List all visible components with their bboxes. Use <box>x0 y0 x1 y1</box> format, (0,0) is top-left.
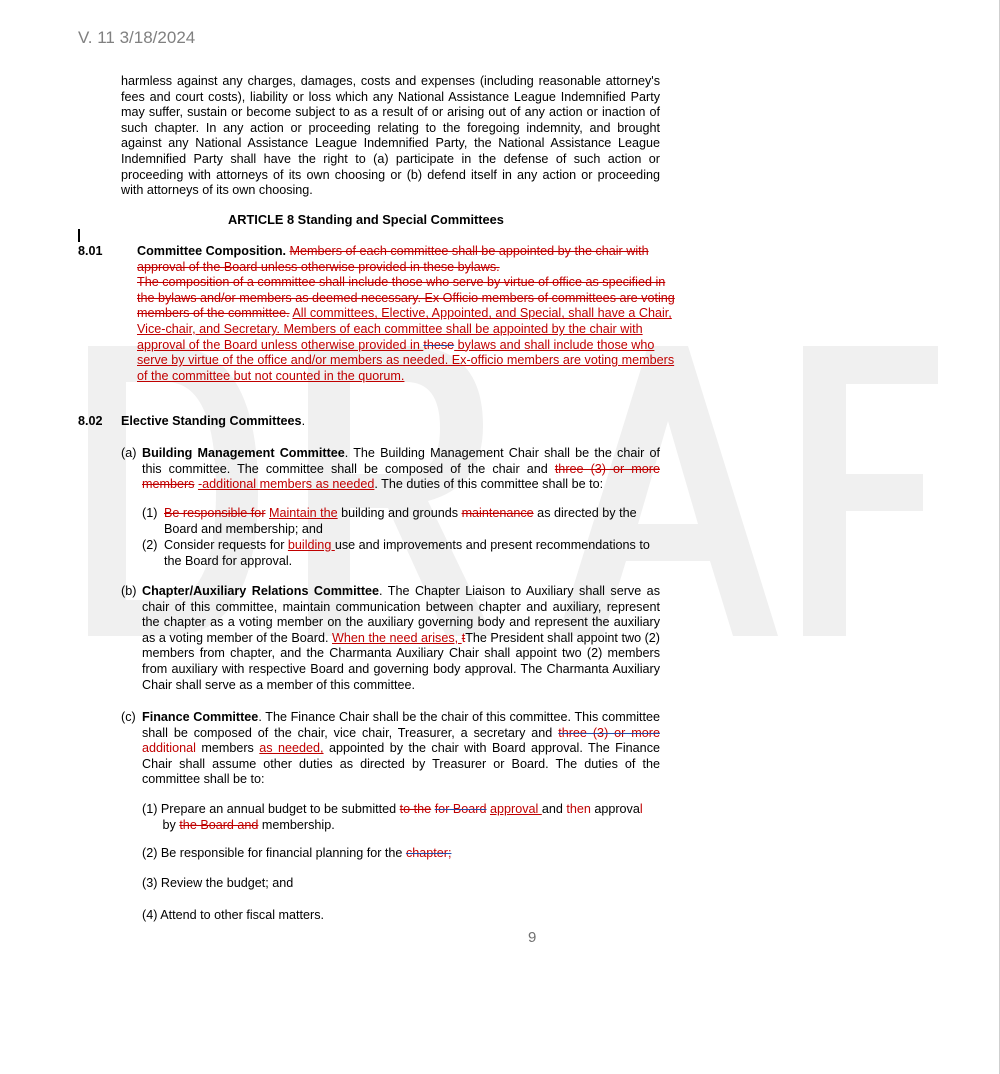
inserted-text: All committees, Elective, Appointed, and Special, shall have a Chair, Vice-chair, and Secretary. Members of each committee shall be appointed by the chair with approval of the Board unless otherwise provided in <box>137 306 672 352</box>
text-cursor <box>78 229 80 242</box>
inserted-text: bylaws and shall include those who serve by virtue of the office and/or members as needed. Ex-officio members are voting members of the committee but not counted in the quorum. <box>137 337 675 383</box>
c3-label: (3) <box>142 876 158 890</box>
deleted-text: t <box>461 630 466 645</box>
item-a-label: (a) <box>121 446 137 460</box>
deleted-text: three (3) or more members <box>142 461 660 492</box>
inserted-text: When the need arises, <box>332 630 462 645</box>
text: . The Finance Chair shall be the chair of this committee. This committee shall be composed of the chair, vice chair, Treasurer, a secretary and <box>142 710 660 740</box>
text: . The Building Management Chair shall be the chair of this committee. The committee shall be composed of the chair and <box>142 446 660 476</box>
a2-body <box>164 538 664 569</box>
text: as directed by the Board and membership; and <box>164 506 637 536</box>
item-c-title: Finance Committee <box>142 710 259 724</box>
deleted-text: for Board <box>434 802 487 816</box>
text: approva <box>590 802 640 816</box>
inserted-text: as needed, <box>259 741 324 756</box>
text: . The duties of this committee shall be to: <box>374 477 604 492</box>
item-a-body <box>142 446 660 493</box>
a2-label: (2) <box>142 538 158 552</box>
article-heading: ARTICLE 8 Standing and Special Committees <box>228 212 504 227</box>
item-c-label: (c) <box>121 710 136 724</box>
a1-body <box>164 506 664 537</box>
deleted-text: the Board and <box>179 817 259 832</box>
c2-body <box>142 846 451 862</box>
inserted-text: then <box>566 802 591 816</box>
version-header: V. 11 3/18/2024 <box>78 28 196 47</box>
c3-body <box>142 876 293 892</box>
c1-body <box>142 802 667 833</box>
section-801-body <box>137 244 685 384</box>
text: Be responsible for financial planning for the <box>160 846 406 860</box>
section-802-period: . <box>301 414 306 428</box>
text: . The Chapter Liaison to Auxiliary shall serve as chair of this committee, maintain communication between chapter and auxiliary, represent the chapter as a voting member on the auxiliary governing body and represent the auxiliary as a voting member of the Board. <box>142 584 660 645</box>
inserted-text: Maintain the <box>269 506 338 520</box>
c2-label: (2) <box>142 846 158 860</box>
text: use and improvements and present recommendations to the Board for approval. <box>164 538 650 568</box>
section-number-801: 8.01 <box>78 244 103 258</box>
text: Attend to other fiscal matters. <box>160 908 325 922</box>
deleted-text: these <box>423 337 455 352</box>
intro-paragraph: harmless against any charges, damages, costs and expenses (including reasonable attorney's fees and court costs), liability or loss which any National Assistance League Indemnified Party may suffer, sustain or become subject to as a result of or arising out of any action or inaction of such chapter. In any action or proceeding relating to the foregoing indemnity, and brought against any National Assistance League Indemnified Party, the National Assistance League Indemnified Party shall have the right to (a) participate in the defense of such action or proceeding with attorneys of its own choosing or (b) defend itself in any action or proceeding with attorneys of its own choosing. <box>121 74 660 198</box>
text: appointed by the chair with Board approval. The Finance Chair shall assume other duties as directed by Treasurer or Board. The duties of the committee shall be to: <box>142 741 660 787</box>
page-number: 9 <box>528 929 537 946</box>
item-b-body <box>142 584 660 693</box>
text: building and grounds <box>337 506 462 520</box>
text: The President shall appoint two (2) members from chapter, and the Charmanta Auxiliary Chair shall appoint two (2) members from auxiliary with respective Board and governing body approval. The Charmanta Auxiliary Chair shall serve as a member of this committee. <box>142 630 660 692</box>
deleted-text: to the <box>399 802 432 816</box>
c4-label: (4) <box>142 908 158 922</box>
text: by <box>159 817 180 832</box>
text: members <box>195 741 260 756</box>
deleted-text: Members of each committee shall be appointed by the chair with approval of the Board unless otherwise provided in these bylaws. <box>137 244 649 274</box>
deleted-text: maintenance <box>461 506 534 520</box>
text: Consider requests for <box>164 538 288 552</box>
inserted-text: additional <box>142 741 196 756</box>
text: Review the budget; and <box>160 876 294 890</box>
deleted-text: The composition of a committee shall include those who serve by virtue of office as specified in the bylaws and/or members as deemed necessary. Ex Officio members of committees are voting members of the committee. <box>137 275 675 321</box>
inserted-text: building <box>287 538 335 552</box>
c1-label: (1) <box>142 802 158 816</box>
a1-label: (1) <box>142 506 158 520</box>
section-801-title: Committee Composition. <box>137 244 287 258</box>
item-a-title: Building Management Committee <box>142 446 345 460</box>
item-b-label: (b) <box>121 584 137 598</box>
deleted-text: chapter; <box>405 846 452 860</box>
deleted-text: Be responsible for <box>164 506 266 520</box>
inserted-text: l <box>639 802 643 816</box>
text: and <box>541 802 567 816</box>
item-c-body <box>142 710 660 788</box>
deleted-text: three (3) or more <box>558 725 660 740</box>
c4-body <box>142 908 324 924</box>
section-802-title: Elective Standing Committees <box>121 414 302 428</box>
inserted-text: approval <box>490 802 542 816</box>
text: membership. <box>258 817 335 832</box>
item-b-title: Chapter/Auxiliary Relations Committee <box>142 584 380 598</box>
inserted-text: -additional members as needed <box>197 477 375 492</box>
section-number-802: 8.02 <box>78 414 103 428</box>
text: Prepare an annual budget to be submitted <box>160 802 400 816</box>
section-802-heading <box>121 414 305 430</box>
